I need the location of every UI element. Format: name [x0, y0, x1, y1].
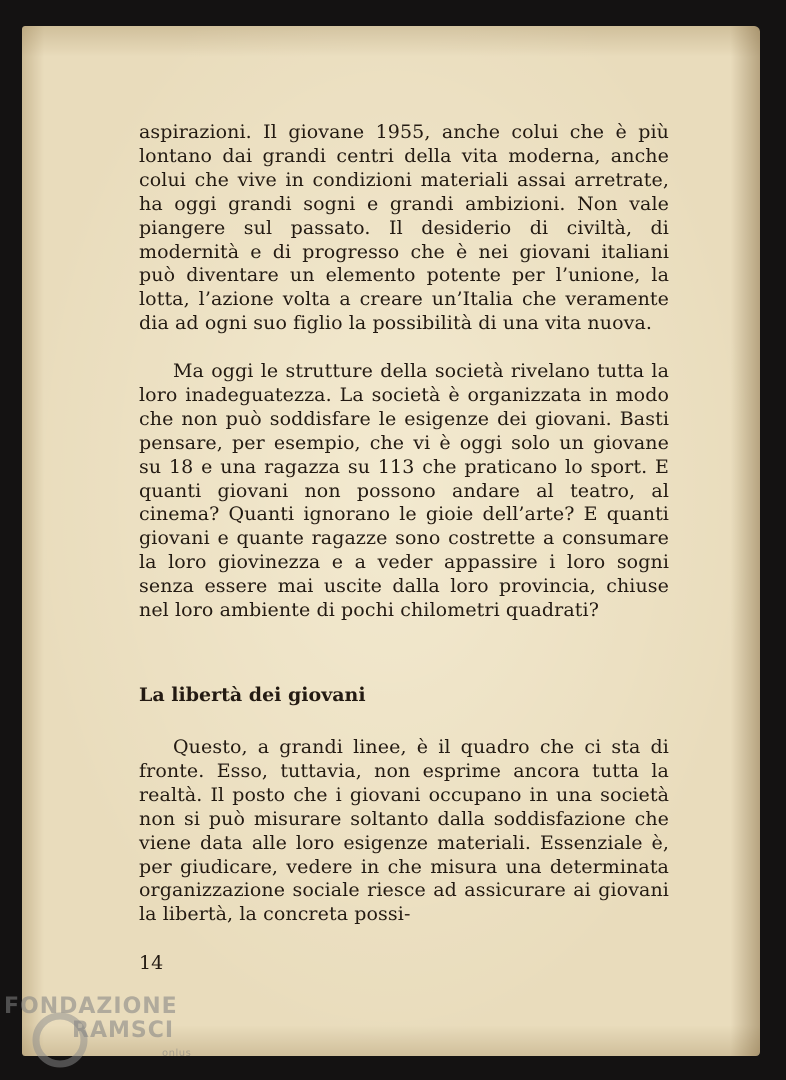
paragraph-3: Questo, a grandi linee, è il quadro che ci sta di fronte. Esso, tuttavia, non esprime ancora tutta la realtà. Il posto che i giovani occupano in una società non si può misurare soltanto dalla soddisfazione che viene data alle loro esigenze materiali. Essenziale è, per giudicare, vedere in che misura una determinata organizzazione sociale riesce ad assicurare ai giovani la libertà, la concreta possi-	[139, 736, 669, 926]
watermark-sub: onlus	[162, 1048, 192, 1059]
paragraph-1: aspirazioni. Il giovane 1955, anche colui che è più lontano dai grandi centri della vita moderna, anche colui che vive in condizioni materiali assai arretrate, ha oggi grandi sogni e grandi ambizioni. Non vale piangere sul passato. Il desiderio di civiltà, di modernità e di progresso che è nei giovani italiani può diventare un elemento potente per l’unione, la lotta, l’azione volta a creare un’Italia che veramente dia ad ogni suo figlio la possibilità di una vita nuova.	[139, 121, 669, 335]
section-heading: La libertà dei giovani	[139, 684, 366, 706]
page-number: 14	[139, 952, 164, 974]
watermark-line-2: RAMSCI	[72, 1018, 175, 1043]
watermark-line-1: FONDAZIONE	[4, 994, 178, 1019]
paragraph-2: Ma oggi le strutture della società rivelano tutta la loro inadeguatezza. La società è organizzata in modo che non può soddisfare le esigenze dei giovani. Basti pensare, per esempio, che vi è oggi solo un giovane su 18 e una ragazza su 113 che praticano lo sport. E quanti giovani non possono andare al teatro, al cinema? Quanti ignorano le gioie dell’arte? E quanti giovani e quante ragazze sono costrette a consumare la loro giovinezza e a veder appassire i loro sogni senza essere mai uscite dalla loro provincia, chiuse nel loro ambiente di pochi chilometri quadrati?	[139, 360, 669, 622]
